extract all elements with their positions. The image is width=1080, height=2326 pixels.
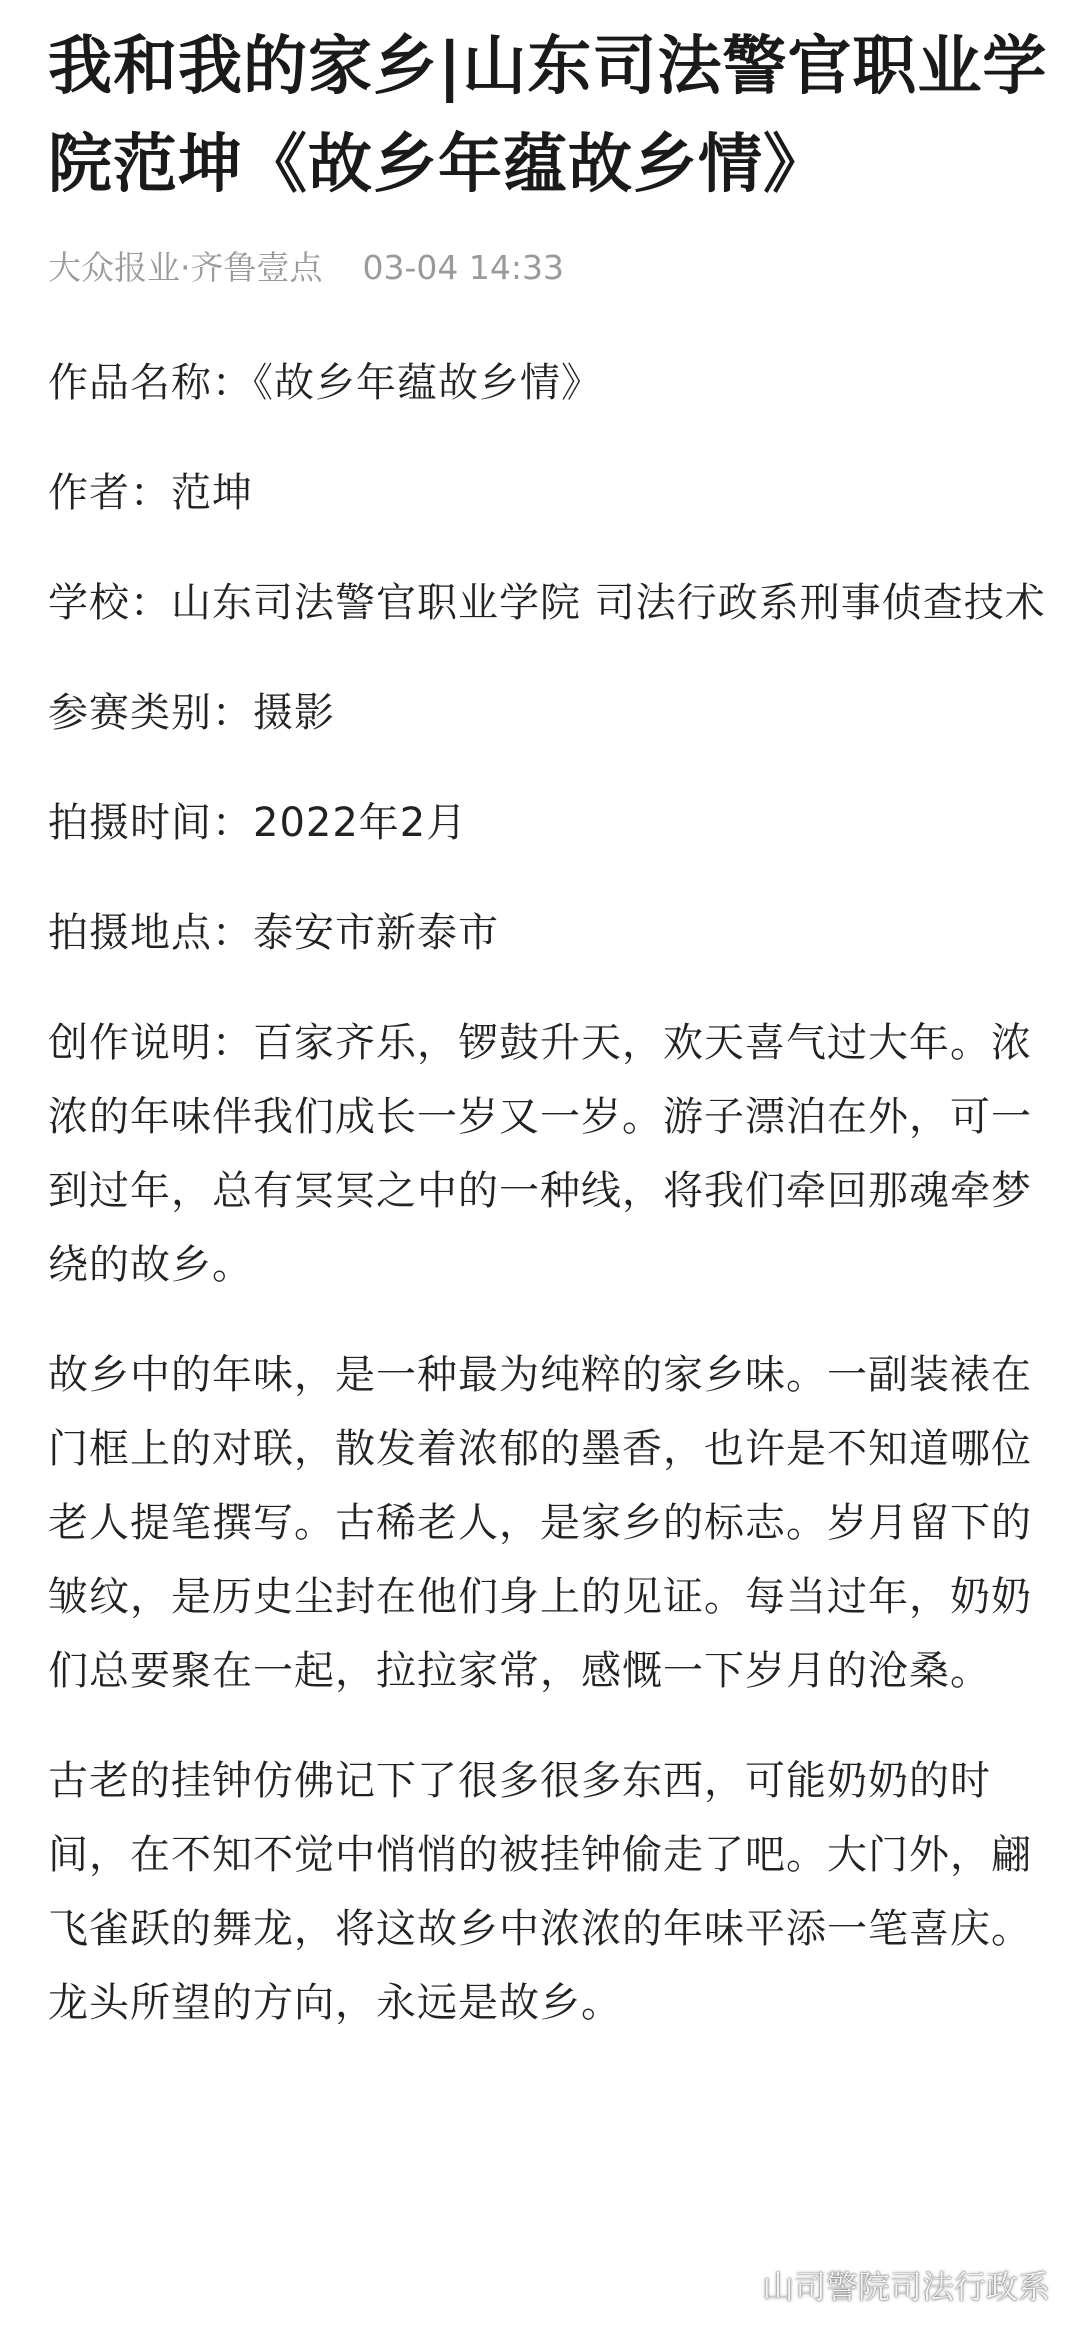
article-meta	[48, 246, 1048, 290]
article-body	[48, 346, 1048, 2040]
watermark	[708, 2262, 1050, 2308]
paragraph-creation-note: 创作说明：百家齐乐，锣鼓升天，欢天喜气过大年。浓浓的年味伴我们成长一岁又一岁。游子漂泊在外，可一到过年，总有冥冥之中的一种线，将我们牵回那魂牵梦绕的故乡。	[48, 1020, 1032, 1288]
article-title: 我和我的家乡|山东司法警官职业学院范坤《故乡年蕴故乡情》	[48, 30, 1048, 202]
paragraph-body-2: 古老的挂钟仿佛记下了很多很多东西，可能奶奶的时间，在不知不觉中悄悄的被挂钟偷走了吧。大门外，翩飞雀跃的舞龙，将这故乡中浓浓的年味平添一笔喜庆。龙头所望的方向，永远是故乡。	[48, 1758, 1032, 2026]
article-container	[48, 18, 1048, 2076]
paragraph-school: 学校：山东司法警官职业学院 司法行政系刑事侦查技术	[48, 580, 1046, 626]
paragraph-shoot-time: 拍摄时间：2022年2月	[48, 800, 468, 846]
article-time: 03-04 14:33	[362, 248, 564, 287]
paragraph-author: 作者：范坤	[48, 470, 253, 516]
wechat-icon	[708, 2267, 752, 2303]
paragraph-body-1: 故乡中的年味，是一种最为纯粹的家乡味。一副装裱在门框上的对联，散发着浓郁的墨香，也许是不知道哪位老人提笔撰写。古稀老人，是家乡的标志。岁月留下的皱纹，是历史尘封在他们身上的见证。每当过年，奶奶们总要聚在一起，拉拉家常，感慨一下岁月的沧桑。	[48, 1352, 1032, 1694]
article-source[interactable]: 大众报业·齐鲁壹点	[48, 248, 323, 287]
paragraph-category: 参赛类别：摄影	[48, 690, 335, 736]
paragraph-work-name: 作品名称：《故乡年蕴故乡情》	[48, 360, 602, 406]
paragraph-shoot-location: 拍摄地点：泰安市新泰市	[48, 910, 499, 956]
watermark-text: 山司警院司法行政系	[761, 2268, 1050, 2306]
